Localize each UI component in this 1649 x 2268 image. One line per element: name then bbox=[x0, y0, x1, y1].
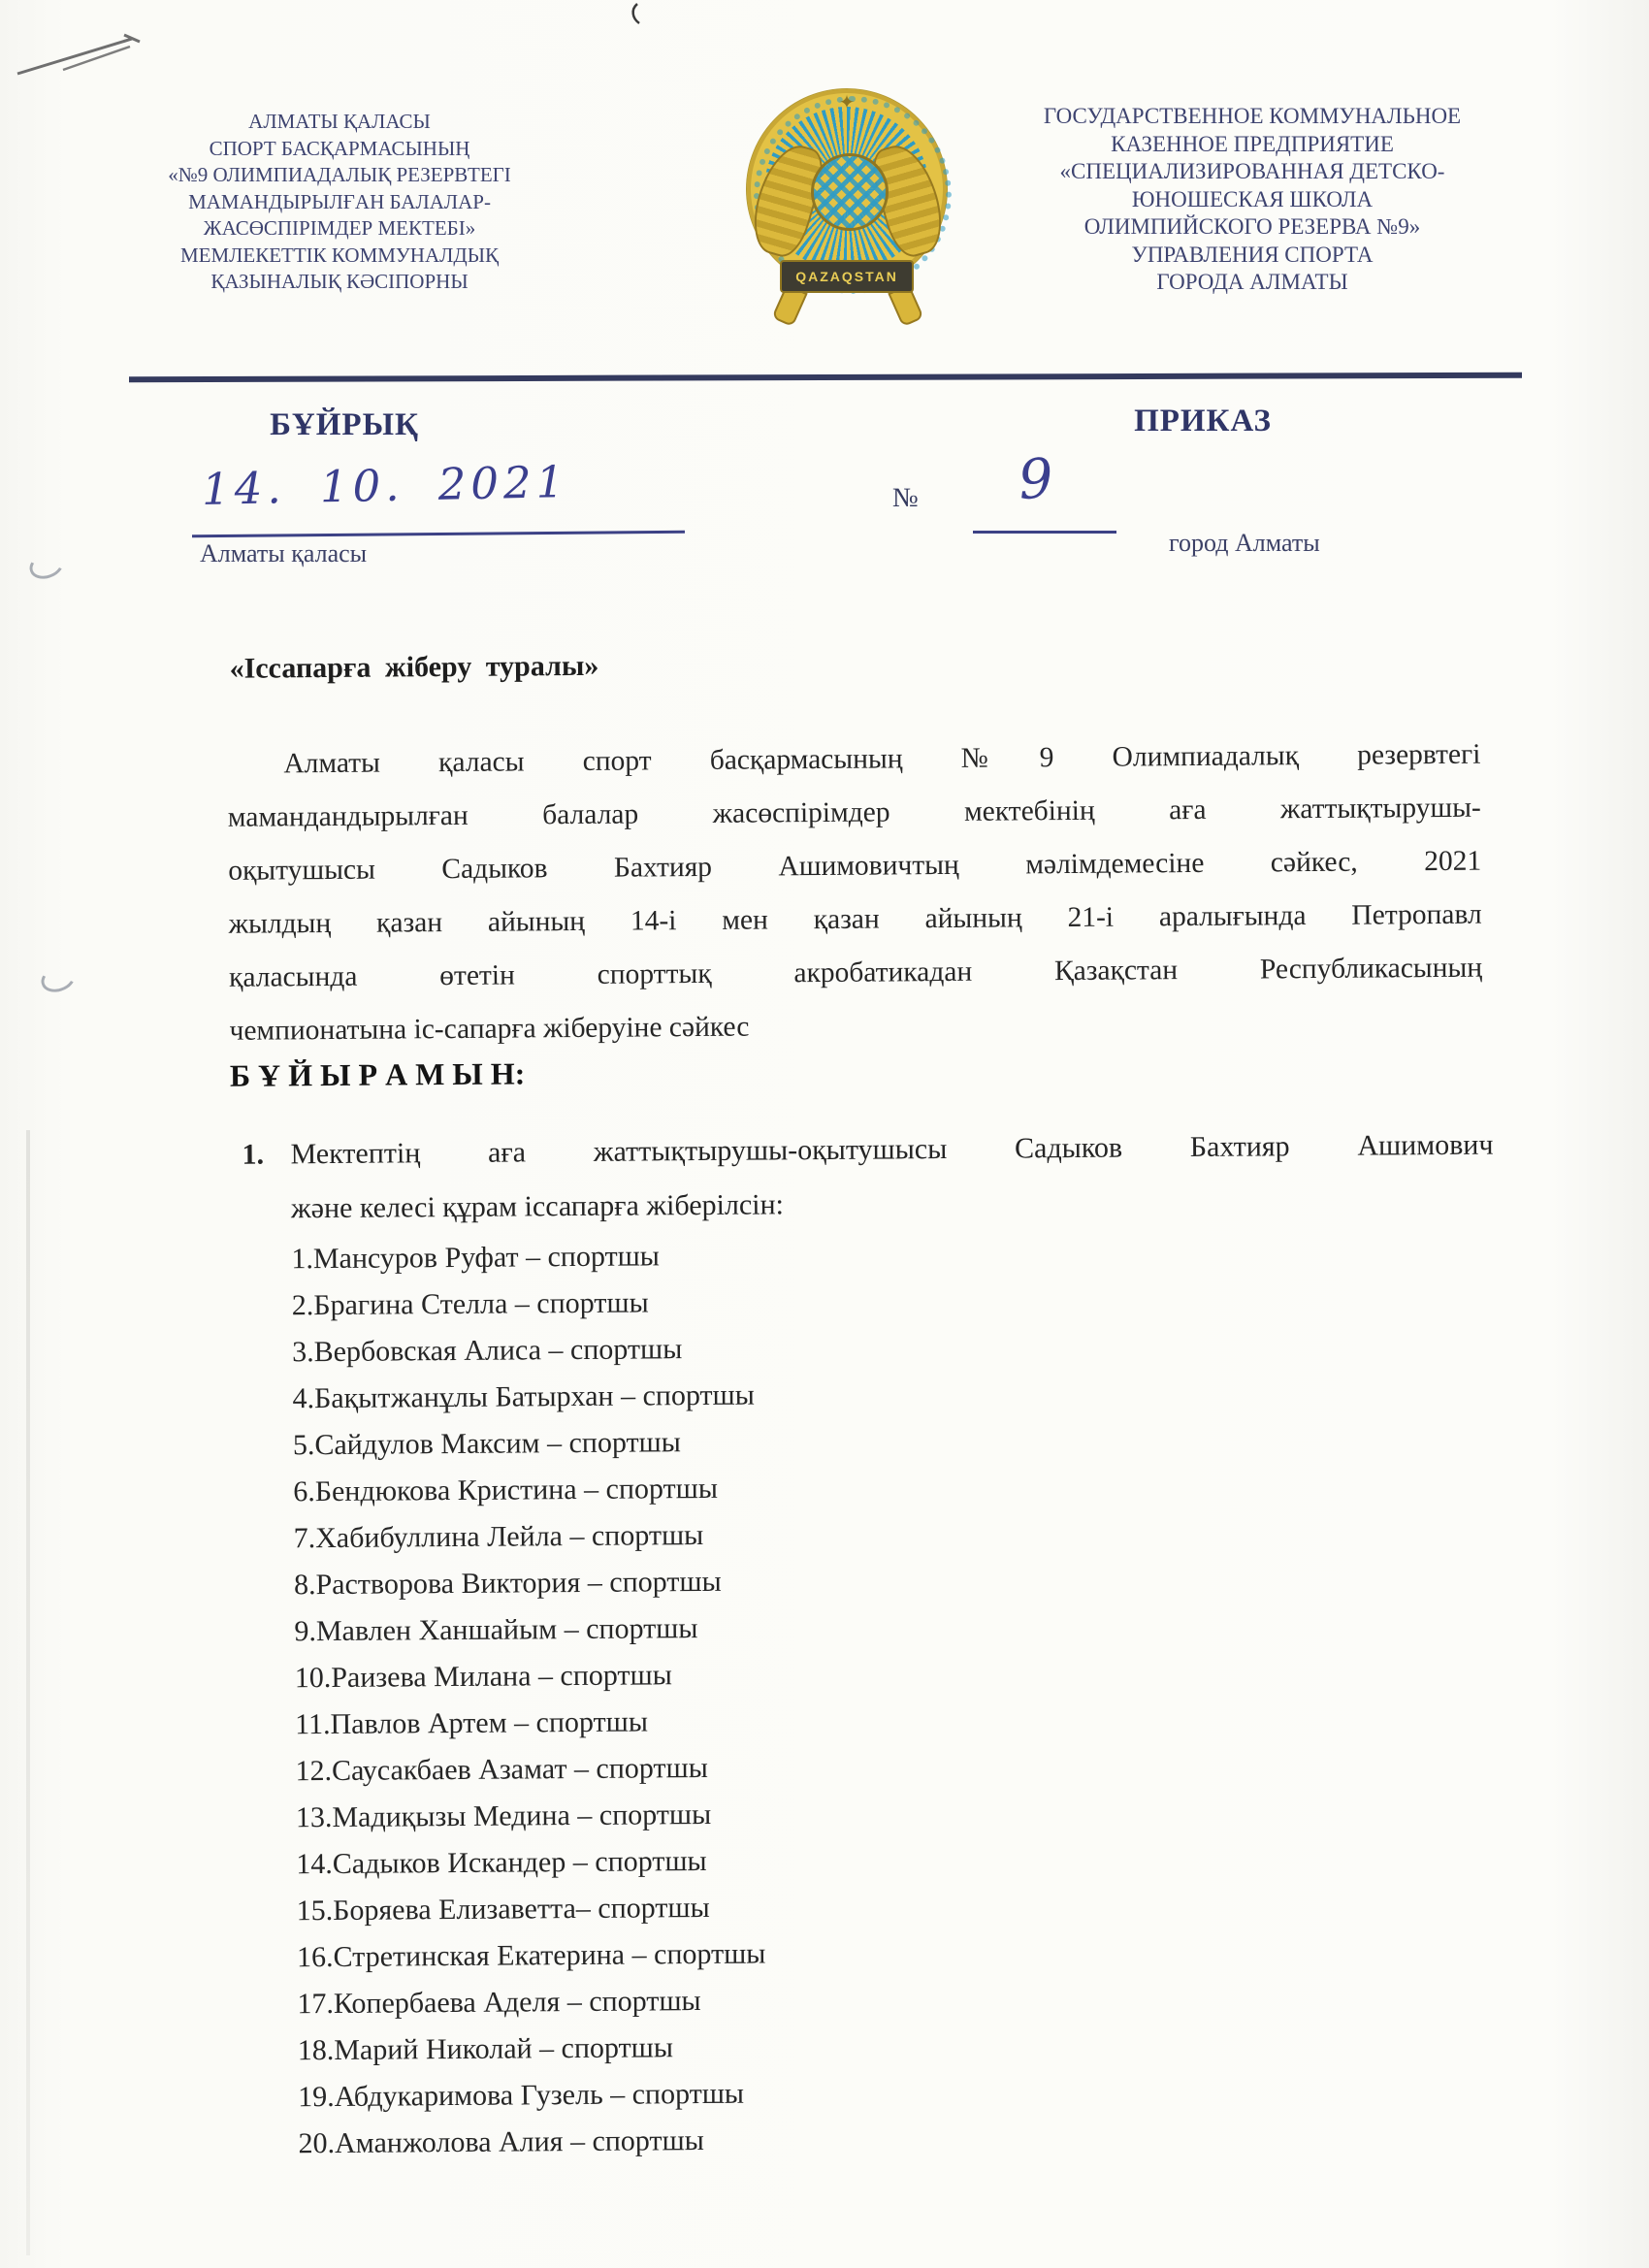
athlete-line: 15.Боряева Елизаветта– спортшы bbox=[296, 1891, 710, 1928]
handwritten-order-number: 9 bbox=[1016, 446, 1055, 513]
letterhead-line: МАМАНДЫРЫЛҒАН БАЛАЛАР- bbox=[188, 189, 491, 213]
body-line: қаласында өтетін спорттық акробатикадан Қазақстан Республикасының bbox=[228, 952, 1483, 993]
athlete-line: 3.Вербовская Алиса – спортшы bbox=[292, 1333, 683, 1369]
athlete-line: 10.Раизева Милана – спортшы bbox=[294, 1659, 672, 1695]
body-paragraph bbox=[227, 729, 1483, 1058]
letterhead-line: УПРАВЛЕНИЯ СПОРТА bbox=[1131, 242, 1374, 267]
athletes-list bbox=[291, 1233, 767, 2168]
athlete-line: 13.Мадиқызы Медина – спортшы bbox=[295, 1798, 712, 1834]
place-kazakh: Алматы қаласы bbox=[200, 539, 368, 567]
letterhead-line: ҚАЗЫНАЛЫҚ КӘСІПОРНЫ bbox=[210, 270, 469, 293]
item-text-line: және келесі құрам іссапарға жіберілсін: bbox=[290, 1188, 785, 1225]
letterhead-line: КАЗЕННОЕ ПРЕДПРИЯТИЕ bbox=[1111, 131, 1394, 156]
letterhead-line: ЮНОШЕСКАЯ ШКОЛА bbox=[1131, 186, 1374, 211]
athlete-line: 5.Сайдулов Максим – спортшы bbox=[292, 1426, 682, 1462]
letterhead-line: СПОРТ БАСҚАРМАСЫНЫҢ bbox=[209, 136, 470, 160]
body-line: жылдың қазан айының 14-і мен қазан айының 21-і аралығында Петропавл bbox=[228, 898, 1482, 940]
item-text bbox=[290, 1118, 1494, 1237]
item-number: 1. bbox=[242, 1138, 265, 1171]
order-word-kazakh: БҰЙРЫҚ bbox=[270, 407, 419, 442]
order-word-russian: ПРИКАЗ bbox=[1134, 404, 1272, 438]
athlete-line: 1.Мансуров Руфат – спортшы bbox=[291, 1240, 661, 1276]
resolution-word: Б Ұ Й Ы Р А М Ы Н: bbox=[229, 1055, 526, 1093]
body-line: мамандандырылған балалар жасөспірімдер мектебінің аға жаттықтырушы- bbox=[227, 792, 1481, 833]
athlete-line: 4.Бақытжанұлы Батырхан – спортшы bbox=[292, 1378, 755, 1415]
athlete-line: 12.Саусакбаев Азамат – спортшы bbox=[295, 1751, 708, 1788]
place-russian: город Алматы bbox=[1169, 529, 1320, 557]
emblem-star-icon: ✦ bbox=[838, 92, 856, 113]
subject-title: «Іссапарға жіберу туралы» bbox=[229, 649, 599, 685]
letterhead-line: ГОРОДА АЛМАТЫ bbox=[1156, 270, 1348, 294]
body-line: Алматы қаласы спорт басқармасының №9 Олимпиадалық резервтегі bbox=[283, 738, 1481, 780]
athlete-line: 6.Бендюкова Кристина – спортшы bbox=[293, 1472, 719, 1508]
athlete-line: 18.Марий Николай – спортшы bbox=[297, 2031, 674, 2067]
emblem-banner-text: QAZAQSTAN bbox=[795, 269, 898, 284]
athlete-line: 19.Абдукаримова Гузель – спортшы bbox=[298, 2077, 745, 2114]
number-sign-label: № bbox=[892, 483, 919, 513]
athlete-line: 11.Павлов Артем – спортшы bbox=[295, 1705, 649, 1741]
letterhead-line: «№9 ОЛИМПИАДАЛЫҚ РЕЗЕРВТЕГІ bbox=[168, 163, 511, 186]
athlete-line: 7.Хабибуллина Лейла – спортшы bbox=[293, 1518, 704, 1555]
athlete-line: 20.Аманжолова Алия – спортшы bbox=[298, 2123, 704, 2160]
athlete-line: 14.Садыков Искандер – спортшы bbox=[296, 1844, 707, 1881]
letterhead-line: ОЛИМПИЙСКОГО РЕЗЕРВА №9» bbox=[1083, 214, 1421, 239]
letterhead-line: «СПЕЦИАЛИЗИРОВАННАЯ ДЕТСКО- bbox=[1059, 159, 1445, 183]
athlete-line: 2.Брагина Стелла – спортшы bbox=[291, 1286, 649, 1322]
letterhead-line: ЖАСӨСПІРІМДЕР МЕКТЕБІ» bbox=[203, 216, 476, 240]
item-text-line: Мектептің аға жаттықтырушы-оқытушысы Садыков Бахтияр Ашимович bbox=[290, 1128, 1494, 1171]
letterhead-line: АЛМАТЫ ҚАЛАСЫ bbox=[248, 110, 431, 133]
body-line: оқытушысы Садыков Бахтияр Ашимовичтың мәлімдемесіне сәйкес, 2021 bbox=[228, 845, 1482, 887]
athlete-line: 9.Мавлен Ханшайым – спортшы bbox=[294, 1612, 698, 1648]
athlete-line: 8.Растворова Виктория – спортшы bbox=[293, 1565, 722, 1602]
letterhead-line: МЕМЛЕКЕТТІК КОММУНАЛДЫҚ bbox=[179, 243, 500, 267]
athlete-line: 17.Копербаева Аделя – спортшы bbox=[297, 1985, 701, 2021]
body-line: чемпионатына іс-сапарға жіберуіне сәйкес bbox=[229, 1011, 750, 1047]
athlete-line: 16.Стретинская Екатерина – спортшы bbox=[296, 1937, 766, 1974]
order-item-1 bbox=[242, 1118, 1494, 1237]
letterhead-line: ГОСУДАРСТВЕННОЕ КОММУНАЛЬНОЕ bbox=[1043, 104, 1462, 128]
handwritten-date: 14. 10. 2021 bbox=[201, 456, 569, 515]
